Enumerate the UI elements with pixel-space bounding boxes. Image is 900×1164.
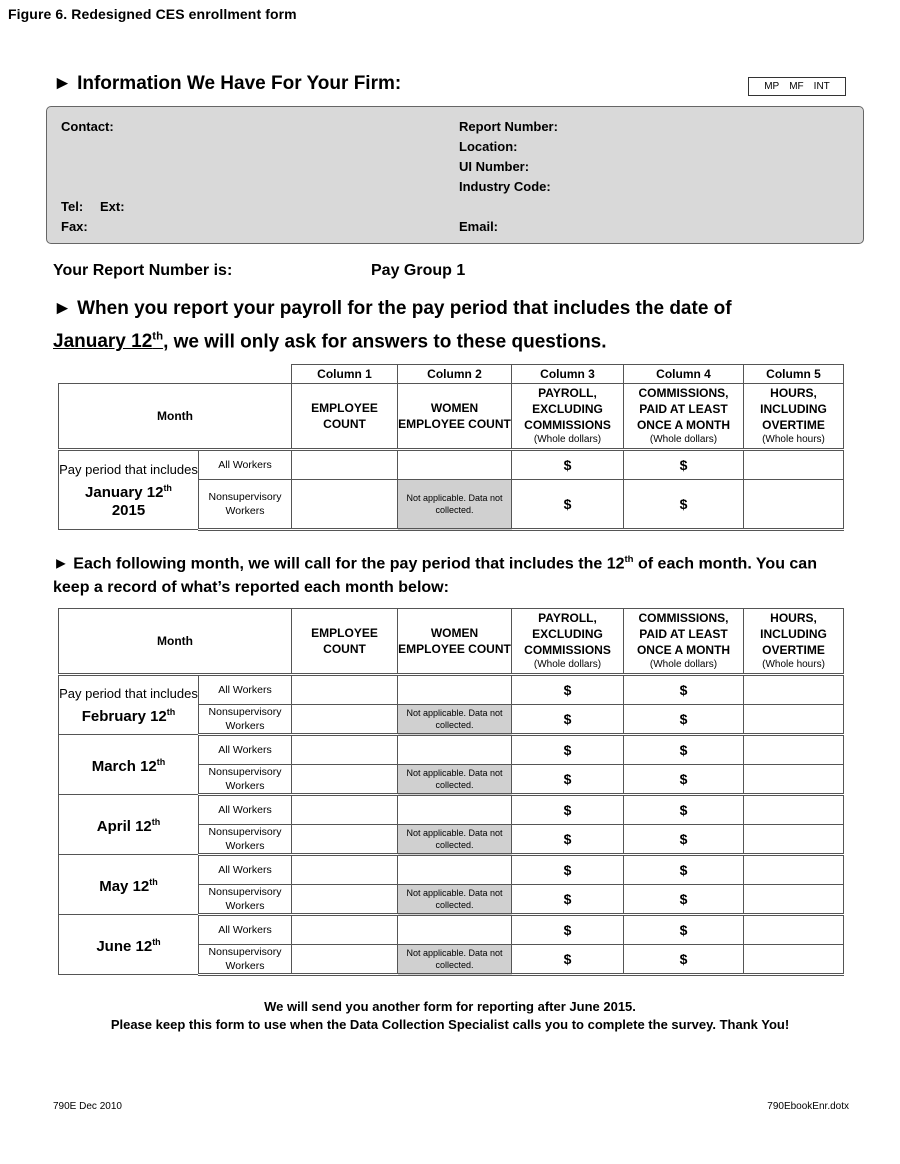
employee-count-input[interactable] xyxy=(292,765,398,795)
header-unit: (Whole hours) xyxy=(762,659,825,670)
worker-type: Nonsupervisory Workers xyxy=(199,705,292,735)
header-title: EMPLOYEE COUNT xyxy=(311,401,378,431)
header-unit: (Whole dollars) xyxy=(533,659,602,670)
commissions-input[interactable]: $ xyxy=(624,735,744,765)
women-count-input[interactable] xyxy=(398,795,512,825)
not-applicable-cell: Not applicable. Data not collected. xyxy=(398,705,512,735)
office-codes-box xyxy=(748,77,846,96)
reference-date xyxy=(53,331,163,352)
info-heading xyxy=(53,73,401,95)
payroll-input[interactable]: $ xyxy=(512,765,624,795)
commissions-input[interactable]: $ xyxy=(624,450,744,480)
header-title: COMMISSIONS, PAID AT LEAST ONCE A MONTH xyxy=(636,386,731,432)
payroll-input[interactable]: $ xyxy=(512,885,624,915)
month-cell xyxy=(59,675,199,735)
column-5-label: Column 5 xyxy=(744,365,844,384)
employee-count-input[interactable] xyxy=(292,795,398,825)
ui-number-label: UI Number: xyxy=(459,159,530,174)
firm-info-box xyxy=(46,106,864,244)
header-title: HOURS, INCLUDING OVERTIME xyxy=(760,611,827,657)
employee-count-input[interactable] xyxy=(292,825,398,855)
column-1-label: Column 1 xyxy=(292,365,398,384)
payroll-input[interactable]: $ xyxy=(512,795,624,825)
header-unit: (Whole dollars) xyxy=(533,434,602,445)
hours-input[interactable] xyxy=(744,675,844,705)
superscript: th xyxy=(166,706,176,717)
not-applicable-cell: Not applicable. Data not collected. xyxy=(398,480,512,530)
worker-type: All Workers xyxy=(199,795,292,825)
superscript: th xyxy=(163,482,172,493)
instruction-text: Each following month, we will call for the pay period that includes the 12 xyxy=(73,555,625,573)
commissions-input[interactable]: $ xyxy=(624,885,744,915)
payroll-input[interactable]: $ xyxy=(512,825,624,855)
hours-input[interactable] xyxy=(744,705,844,735)
month-name: January 12 xyxy=(85,483,164,501)
table-row xyxy=(59,855,844,885)
footer-filename: 790EbookEnr.dotx xyxy=(767,1101,849,1112)
payroll-input[interactable]: $ xyxy=(512,915,624,945)
hours-input[interactable] xyxy=(744,795,844,825)
women-count-input[interactable] xyxy=(398,675,512,705)
column-2-label: Column 2 xyxy=(398,365,512,384)
month-name: May 12 xyxy=(99,878,150,895)
worker-type: All Workers xyxy=(199,735,292,765)
commissions-input[interactable]: $ xyxy=(624,915,744,945)
header-title: PAYROLL, EXCLUDING COMMISSIONS xyxy=(524,611,611,657)
employee-count-header xyxy=(292,609,398,675)
commissions-input[interactable]: $ xyxy=(624,795,744,825)
month-label xyxy=(99,878,158,895)
arrow-right-icon: ► xyxy=(53,73,72,94)
employee-count-input[interactable] xyxy=(292,675,398,705)
worker-type: Nonsupervisory Workers xyxy=(199,765,292,795)
ext-label: Ext: xyxy=(100,199,125,214)
not-applicable-cell: Not applicable. Data not collected. xyxy=(398,765,512,795)
column-3-label: Column 3 xyxy=(512,365,624,384)
footer-form-id: 790E Dec 2010 xyxy=(53,1101,122,1112)
month-label xyxy=(92,758,166,775)
code-int: INT xyxy=(813,81,830,92)
payroll-input[interactable]: $ xyxy=(512,945,624,975)
january-instructions xyxy=(53,294,853,356)
hours-input[interactable] xyxy=(744,945,844,975)
employee-count-input[interactable] xyxy=(292,480,398,530)
fax-label: Fax: xyxy=(61,219,88,234)
commissions-input[interactable]: $ xyxy=(624,705,744,735)
report-number-line: Your Report Number is: xyxy=(53,262,233,279)
commissions-header xyxy=(624,384,744,450)
header-unit: (Whole dollars) xyxy=(649,659,718,670)
header-row xyxy=(59,609,844,675)
hours-input[interactable] xyxy=(744,855,844,885)
report-number-label: Report Number: xyxy=(459,119,558,134)
monthly-record-table xyxy=(58,608,844,976)
month-year: 2015 xyxy=(111,501,146,519)
superscript: th xyxy=(624,554,634,565)
month-cell xyxy=(59,735,199,795)
worker-type: All Workers xyxy=(199,855,292,885)
payroll-input[interactable]: $ xyxy=(512,735,624,765)
header-title: HOURS, INCLUDING OVERTIME xyxy=(760,386,827,432)
hours-input[interactable] xyxy=(744,765,844,795)
header-title: COMMISSIONS, PAID AT LEAST ONCE A MONTH xyxy=(636,611,731,657)
hours-input[interactable] xyxy=(744,825,844,855)
month-header: Month xyxy=(59,384,292,450)
location-label: Location: xyxy=(459,139,518,154)
table-row xyxy=(59,795,844,825)
worker-type: Nonsupervisory Workers xyxy=(199,945,292,975)
table-row xyxy=(59,675,844,705)
header-row xyxy=(59,384,844,450)
commissions-input[interactable]: $ xyxy=(624,825,744,855)
contact-label: Contact: xyxy=(61,119,114,134)
january-table xyxy=(58,364,844,531)
hours-input[interactable] xyxy=(744,450,844,480)
month-name: February 12 xyxy=(81,707,167,725)
arrow-right-icon: ► xyxy=(53,555,69,573)
reference-date-text: January 12 xyxy=(53,331,153,353)
payroll-input[interactable]: $ xyxy=(512,480,624,530)
women-count-input[interactable] xyxy=(398,450,512,480)
commissions-input[interactable]: $ xyxy=(624,945,744,975)
superscript: th xyxy=(151,817,161,827)
employee-count-input[interactable] xyxy=(292,450,398,480)
commissions-input[interactable]: $ xyxy=(624,480,744,530)
tel-label: Tel: xyxy=(61,199,84,214)
pay-group: Pay Group 1 xyxy=(371,262,466,279)
employee-count-input[interactable] xyxy=(292,945,398,975)
employee-count-input[interactable] xyxy=(292,735,398,765)
commissions-input[interactable]: $ xyxy=(624,675,744,705)
column-number-row xyxy=(59,365,844,384)
employee-count-input[interactable] xyxy=(292,915,398,945)
industry-code-label: Industry Code: xyxy=(459,179,551,194)
blank-header xyxy=(59,365,292,384)
employee-count-input[interactable] xyxy=(292,705,398,735)
women-employee-count-header xyxy=(398,384,512,450)
payroll-header xyxy=(512,609,624,675)
instruction-text-end: of each month. You can keep a record of what’s reported each month below: xyxy=(53,555,817,597)
info-heading-text: Information We Have For Your Firm: xyxy=(77,73,402,94)
table-row xyxy=(59,735,844,765)
payroll-input[interactable]: $ xyxy=(512,855,624,885)
commissions-input[interactable]: $ xyxy=(624,765,744,795)
header-unit: (Whole dollars) xyxy=(649,434,718,445)
month-name: June 12 xyxy=(96,938,153,955)
superscript: th xyxy=(152,937,161,947)
month-header: Month xyxy=(59,609,292,675)
payroll-input[interactable]: $ xyxy=(512,450,624,480)
header-title: WOMEN EMPLOYEE COUNT xyxy=(398,626,511,656)
women-count-input[interactable] xyxy=(398,855,512,885)
month-cell xyxy=(59,915,199,975)
superscript: th xyxy=(149,877,158,887)
commissions-header xyxy=(624,609,744,675)
commissions-input[interactable]: $ xyxy=(624,855,744,885)
hours-input[interactable] xyxy=(744,735,844,765)
header-title: EMPLOYEE COUNT xyxy=(311,626,378,656)
employee-count-header xyxy=(292,384,398,450)
hours-header xyxy=(744,609,844,675)
employee-count-input[interactable] xyxy=(292,885,398,915)
not-applicable-cell: Not applicable. Data not collected. xyxy=(398,945,512,975)
month-cell xyxy=(59,450,199,530)
worker-type: All Workers xyxy=(199,675,292,705)
table-row xyxy=(59,915,844,945)
month-label xyxy=(82,708,176,725)
month-prefix: Pay period that includes xyxy=(59,461,198,477)
month-label xyxy=(96,938,160,955)
not-applicable-cell: Not applicable. Data not collected. xyxy=(398,825,512,855)
hours-input[interactable] xyxy=(744,885,844,915)
not-applicable-cell: Not applicable. Data not collected. xyxy=(398,885,512,915)
figure-title: Figure 6. Redesigned CES enrollment form xyxy=(8,6,297,22)
hours-header xyxy=(744,384,844,450)
worker-type: Nonsupervisory Workers xyxy=(199,480,292,530)
employee-count-input[interactable] xyxy=(292,855,398,885)
closing-line-2: Please keep this form to use when the Data Collection Specialist calls you to complete the survey. Thank You! xyxy=(110,1017,790,1032)
worker-type: All Workers xyxy=(199,450,292,480)
worker-type: All Workers xyxy=(199,915,292,945)
worker-type: Nonsupervisory Workers xyxy=(199,825,292,855)
header-unit: (Whole hours) xyxy=(762,434,825,445)
month-label xyxy=(59,479,198,502)
women-employee-count-header xyxy=(398,609,512,675)
month-cell xyxy=(59,855,199,915)
superscript: th xyxy=(152,331,164,343)
header-title: WOMEN EMPLOYEE COUNT xyxy=(398,401,511,431)
hours-input[interactable] xyxy=(744,915,844,945)
payroll-header xyxy=(512,384,624,450)
arrow-right-icon: ► xyxy=(53,298,72,319)
superscript: th xyxy=(156,757,166,767)
email-label: Email: xyxy=(459,219,499,234)
instruction-text-end: , we will only ask for answers to these questions. xyxy=(163,331,607,353)
month-cell xyxy=(59,795,199,855)
hours-input[interactable] xyxy=(744,480,844,530)
column-4-label: Column 4 xyxy=(624,365,744,384)
monthly-instructions xyxy=(53,548,853,600)
women-count-input[interactable] xyxy=(398,735,512,765)
month-prefix: Pay period that includes xyxy=(59,685,198,701)
women-count-input[interactable] xyxy=(398,915,512,945)
month-name: March 12 xyxy=(91,758,157,775)
closing-line-1: We will send you another form for reporting after June 2015. xyxy=(264,999,636,1014)
payroll-input[interactable]: $ xyxy=(512,705,624,735)
month-name: April 12 xyxy=(96,818,152,835)
payroll-input[interactable]: $ xyxy=(512,675,624,705)
table-row xyxy=(59,450,844,480)
worker-type: Nonsupervisory Workers xyxy=(199,885,292,915)
month-label xyxy=(97,818,161,835)
code-mp: MP xyxy=(764,81,780,92)
instruction-text: When you report your payroll for the pay period that includes the date of xyxy=(77,298,732,319)
code-mf: MF xyxy=(789,81,804,92)
header-title: PAYROLL, EXCLUDING COMMISSIONS xyxy=(524,386,611,432)
